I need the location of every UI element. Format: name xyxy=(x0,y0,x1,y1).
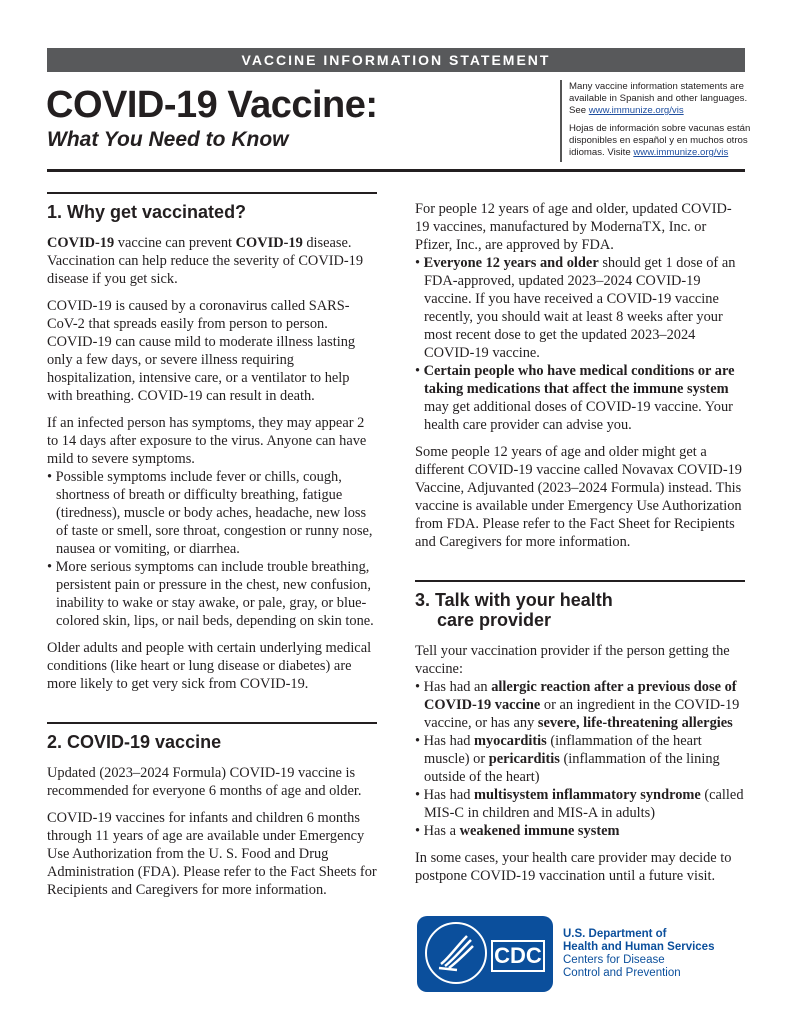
text: vaccine can prevent xyxy=(114,235,236,251)
organization-name: U.S. Department of Health and Human Services Centers for Disease Control and Prevention xyxy=(563,928,715,979)
bold-text: Certain people who have medical conditions or are taking medications that affect the immune system xyxy=(423,363,735,397)
text: (inflammation of the heart muscle) or xyxy=(424,733,702,767)
list-item xyxy=(415,822,745,840)
immunize-link-es[interactable]: www.immunize.org/vis xyxy=(633,147,729,158)
divider xyxy=(560,80,562,162)
text: COVID-19 vaccines for infants and children 6 months through 11 years of age are available under Emergency Use Authorization from the U. S. Food and Drug Administration (FDA). Please refer to the Fact Sheets for Recipients and Caregivers for more information. xyxy=(47,810,377,898)
section-heading: 3. Talk with your health care provider xyxy=(415,590,613,630)
paragraph xyxy=(47,639,377,693)
bullet-icon: • xyxy=(415,679,424,695)
text: (inflammation of the lining outside of the heart) xyxy=(424,751,720,785)
text: may get additional doses of COVID-19 vaccine. Your health care provider can advise you. xyxy=(424,399,733,433)
bold-text: COVID-19 xyxy=(235,235,303,251)
left-column xyxy=(47,192,377,908)
text: Older adults and people with certain underlying medical conditions (like heart or lung disease or diabetes) are more likely to get very sick from COVID-19. xyxy=(47,640,372,692)
paragraph xyxy=(47,234,377,288)
bold-text: multisystem inflammatory syndrome xyxy=(474,787,701,803)
text: COVID-19 is caused by a coronavirus called SARS-CoV-2 that spreads easily from person to person. COVID-19 can cause mild to moderate illness lasting only a few days, or severe illness requiring hospitalization, intensive care, or a ventilator to help with breathing. COVID-19 can result in death. xyxy=(47,298,356,404)
list-item xyxy=(47,558,377,630)
text: disease. Vaccination can help reduce the severity of COVID-19 disease if you get sick. xyxy=(47,235,364,287)
section-heading: 1. Why get vaccinated? xyxy=(47,202,247,222)
language-note xyxy=(569,81,754,165)
page-subtitle: What You Need to Know xyxy=(47,128,289,151)
bold-text: severe, life-threatening allergies xyxy=(537,715,733,731)
note-es-text: Hojas de información sobre vacunas están disponibles en español y en muchos otros idiomas. Visite xyxy=(569,123,751,158)
paragraph xyxy=(47,764,377,800)
page-title: COVID-19 Vaccine: xyxy=(46,84,378,126)
paragraph xyxy=(415,642,745,678)
bullet-icon: • xyxy=(415,787,424,803)
text: Tell your vaccination provider if the person getting the vaccine: xyxy=(415,643,730,677)
paragraph xyxy=(47,809,377,899)
paragraph xyxy=(47,414,377,468)
section-heading: 2. COVID-19 vaccine xyxy=(47,732,222,752)
note-en-text: Many vaccine information statements are available in Spanish and other languages. See xyxy=(569,81,748,116)
cdc-logo-text: CDC xyxy=(491,940,545,972)
immunize-link-en[interactable]: www.immunize.org/vis xyxy=(588,105,684,116)
list-item xyxy=(415,786,745,822)
text: Has had an xyxy=(423,679,492,695)
bold-text: weakened immune system xyxy=(459,823,620,839)
hhs-eagle-icon xyxy=(425,922,487,984)
paragraph xyxy=(415,849,745,885)
bold-text: myocarditis xyxy=(474,733,547,749)
text: Updated (2023–2024 Formula) COVID-19 vaccine is recommended for everyone 6 months of age and older. xyxy=(47,765,362,799)
text: (called MIS-C in children and MIS-A in adults) xyxy=(424,787,744,821)
bold-text: pericarditis xyxy=(488,751,560,767)
paragraph xyxy=(415,200,745,254)
bold-text: COVID-19 xyxy=(47,235,115,251)
text: Some people 12 years of age and older might get a different COVID-19 vaccine called Novavax COVID-19 Vaccine, Adjuvanted (2023–2024 Formula) instead. This vaccine is available under Emergency Use Authorization from FDA. Please refer to the Fact Sheet for Recipients and Caregivers for more information. xyxy=(415,444,743,550)
section-why-vaccinate xyxy=(47,192,377,693)
bullet-icon: • xyxy=(47,559,56,575)
text: More serious symptoms can include trouble breathing, persistent pain or pressure in the chest, new confusion, inability to wake or stay awake, or pale, gray, or blue-colored skin, lips, or nail beds, depending on skin tone. xyxy=(55,559,374,629)
list-item xyxy=(415,732,745,786)
text: Has a xyxy=(423,823,460,839)
bullet-icon: • xyxy=(415,823,424,839)
list-item xyxy=(415,362,745,434)
text: If an infected person has symptoms, they may appear 2 to 14 days after exposure to the virus. Anyone can have mild to severe symptoms. xyxy=(47,415,367,467)
paragraph xyxy=(47,297,377,405)
section-talk-provider xyxy=(415,580,745,885)
text: or an ingredient in the COVID-19 vaccine, or has any xyxy=(424,697,740,731)
text: should get 1 dose of an FDA-approved, updated 2023–2024 COVID-19 vaccine. If you have received a COVID-19 vaccine recently, you should wait at least 8 weeks after your most recent dose to get the updated 2023–2024 COVID-19 vaccine. xyxy=(424,255,736,361)
bullet-icon: • xyxy=(47,469,56,485)
text: Possible symptoms include fever or chills, cough, shortness of breath or difficulty breathing, fatigue (tiredness), muscle or body aches, headache, new loss of taste or smell, sore throat, congestion or runny nose, nausea or vomiting, or diarrhea. xyxy=(55,469,373,557)
text: Has had xyxy=(423,733,474,749)
text: In some cases, your health care provider may decide to postpone COVID-19 vaccination until a future visit. xyxy=(415,850,732,884)
hhs-cdc-logo xyxy=(417,916,553,992)
header-rule xyxy=(47,169,745,172)
list-item xyxy=(415,678,745,732)
header-bar: VACCINE INFORMATION STATEMENT xyxy=(47,48,745,72)
section-covid-vaccine xyxy=(47,722,377,899)
text: For people 12 years of age and older, updated COVID-19 vaccines, manufactured by ModernaTX, Inc. or Pfizer, Inc., are approved by FDA. xyxy=(415,201,732,253)
bullet-icon: • xyxy=(415,255,424,271)
list-item xyxy=(415,254,745,362)
bullet-icon: • xyxy=(415,733,424,749)
bold-text: Everyone 12 years and older xyxy=(423,255,599,271)
paragraph xyxy=(415,443,745,551)
bullet-icon: • xyxy=(415,363,424,379)
bold-text: allergic reaction after a previous dose of COVID-19 vaccine xyxy=(424,679,737,713)
text: Has had xyxy=(423,787,474,803)
right-column xyxy=(415,200,745,894)
list-item xyxy=(47,468,377,558)
